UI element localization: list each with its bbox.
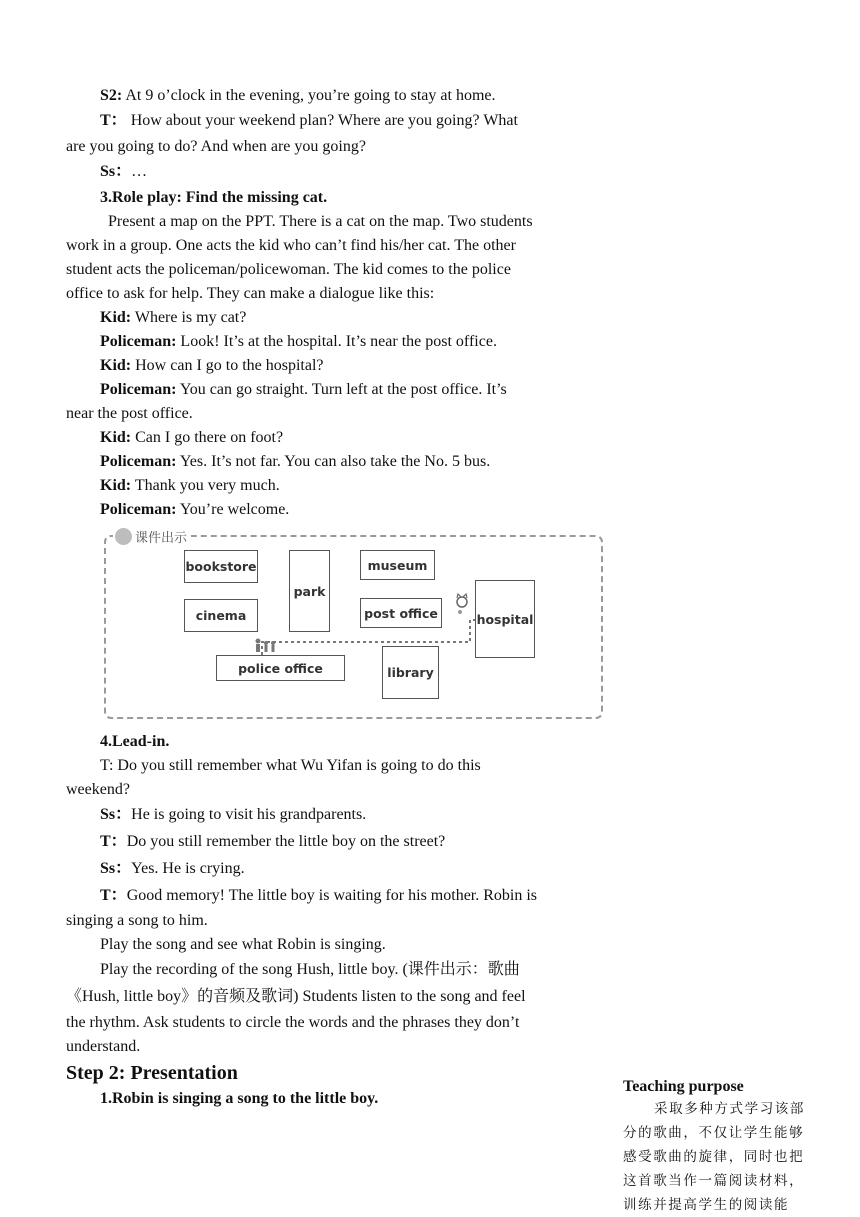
map-place-museum: museum (360, 550, 435, 580)
text-line: Play the song and see what Robin is singing. (100, 936, 386, 953)
speaker: Policeman: (100, 453, 177, 470)
map-place-post-office: post office (360, 598, 442, 628)
teaching-purpose-title: Teaching purpose (623, 1078, 744, 1095)
line-text: He is going to visit his grandparents. (131, 806, 367, 823)
section-heading: 4.Lead-in. (100, 733, 170, 750)
text-line: weekend? (66, 781, 130, 798)
speaker: Ss： (100, 860, 132, 877)
speaker: Ss： (100, 806, 132, 823)
people-icon (256, 639, 276, 653)
speaker: S2: (100, 87, 123, 104)
section-heading: 3.Role play: Find the missing cat. (100, 189, 328, 206)
teaching-purpose-line: 这首歌当作一篇阅读材料， (623, 1173, 805, 1189)
map-place-park: park (289, 550, 330, 632)
speaker: Policeman: (100, 333, 177, 350)
text-line: Play the recording of the song Hush, little boy. (课件出示：歌曲 (100, 961, 520, 978)
text-line: near the post office. (66, 405, 193, 422)
text-line: student acts the policeman/policewoman. The kid comes to the police (66, 261, 511, 278)
cat-icon (457, 597, 467, 607)
line-text: Yes. He is crying. (131, 860, 245, 877)
speaker: T： (100, 887, 127, 904)
text-line: Present a map on the PPT. There is a cat on the map. Two students (108, 213, 533, 230)
line-text: At 9 o’clock in the evening, you’re going to stay at home. (122, 87, 496, 104)
line-text: You’re welcome. (176, 501, 290, 518)
dialogue-line (100, 859, 245, 879)
step-heading: Step 2: Presentation (66, 1062, 238, 1084)
map-place-hospital: hospital (475, 580, 535, 658)
speaker: Kid: (100, 429, 132, 446)
speaker: T： (100, 833, 127, 850)
line-text: … (131, 163, 148, 180)
text-line: singing a song to him. (66, 912, 208, 929)
line-text: You can go straight. Turn left at the post office. It’s (176, 381, 507, 398)
line-text: Thank you very much. (131, 477, 280, 494)
speaker: Policeman: (100, 501, 177, 518)
line-text: Yes. It’s not far. You can also take the No. 5 bus. (176, 453, 491, 470)
teaching-purpose-line: 采取多种方式学习该部 (654, 1101, 805, 1117)
map-place-bookstore: bookstore (184, 550, 258, 583)
teaching-purpose-line: 训练并提高学生的阅读能 (623, 1197, 790, 1213)
courseware-label: 课件出示 (135, 530, 188, 546)
text-line: 《Hush, little boy》的音频及歌词) Students listen to the song and feel (66, 988, 526, 1005)
text-line: office to ask for help. They can make a dialogue like this: (66, 285, 435, 302)
text-line: T: Do you still remember what Wu Yifan is going to do this (100, 757, 481, 774)
map-place-library: library (382, 646, 439, 699)
map-place-cinema: cinema (184, 599, 258, 632)
dialogue-line (100, 805, 366, 825)
teaching-purpose-line: 感受歌曲的旋律，同时也把 (623, 1149, 805, 1165)
teaching-purpose-line: 分的歌曲，不仅让学生能够 (623, 1125, 805, 1141)
speaker: Ss： (100, 163, 132, 180)
line-text: Good memory! The little boy is waiting for his mother. Robin is (126, 887, 538, 904)
speaker: Kid: (100, 477, 132, 494)
dialogue-line (100, 832, 445, 852)
line-text: Can I go there on foot? (131, 429, 284, 446)
line-text: Look! It’s at the hospital. It’s near the post office. (176, 333, 497, 350)
speaker: T： (100, 112, 127, 129)
text-line: the rhythm. Ask students to circle the words and the phrases they don’t (66, 1014, 520, 1031)
line-text: How about your weekend plan? Where are you going? What (126, 112, 518, 129)
dialogue-line (100, 886, 537, 906)
speaker: Kid: (100, 357, 132, 374)
line-text: Where is my cat? (131, 309, 247, 326)
text-line: understand. (66, 1038, 141, 1055)
text-line: are you going to do? And when are you going? (66, 138, 366, 155)
speaker: Policeman: (100, 381, 177, 398)
line-text: How can I go to the hospital? (131, 357, 324, 374)
map-place-police-office: police office (216, 655, 345, 681)
line-text: Do you still remember the little boy on the street? (126, 833, 446, 850)
section-heading: 1.Robin is singing a song to the little boy. (100, 1090, 379, 1107)
text-line: work in a group. One acts the kid who can’t find his/her cat. The other (66, 237, 516, 254)
speaker: Kid: (100, 309, 132, 326)
